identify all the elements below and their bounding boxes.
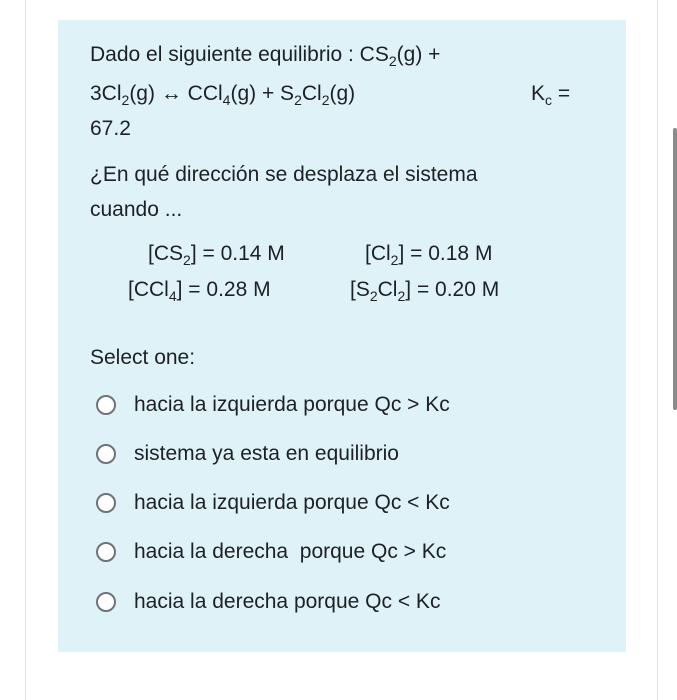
eq-text: (g) +: [396, 43, 441, 66]
kc-symbol: K: [531, 82, 546, 105]
eq-subscript: 2: [121, 92, 130, 108]
conc-s2cl2: [350, 278, 499, 304]
conc-subscript: 2: [397, 288, 406, 304]
radio-button[interactable]: [96, 395, 116, 415]
answer-option-5[interactable]: [96, 585, 440, 619]
kc-label: [531, 81, 570, 113]
answer-option-label: hacia la derecha porque Qc > Kc: [134, 540, 447, 563]
eq-text: 3Cl: [90, 82, 122, 105]
conc-text: ] = 0.20 M: [405, 278, 500, 301]
eq-text: Cl: [301, 82, 322, 105]
eq-subscript: 2: [294, 92, 302, 108]
kc-value: 67.2: [90, 117, 131, 140]
conc-cs2: [148, 242, 285, 268]
answer-option-label: hacia la izquierda porque Qc > Kc: [134, 393, 450, 416]
eq-subscript: 2: [321, 92, 330, 108]
radio-button[interactable]: [96, 542, 116, 562]
prompt-line-2: cuando ...: [90, 198, 183, 221]
answer-option-2[interactable]: [96, 437, 399, 471]
conc-text: [CS: [148, 242, 184, 265]
conc-text: ] = 0.28 M: [176, 278, 271, 301]
answer-option-label: hacia la derecha porque Qc < Kc: [134, 590, 441, 613]
eq-subscript: 4: [222, 92, 231, 108]
conc-subscript: 2: [369, 288, 378, 304]
answer-option-1[interactable]: [96, 388, 450, 422]
eq-subscript: 2: [388, 53, 397, 69]
conc-subscript: 2: [183, 252, 191, 268]
question-box: [58, 20, 626, 652]
equilibrium-line-1: [90, 42, 610, 74]
conc-text: [CCl: [128, 278, 169, 301]
scrollbar-thumb[interactable]: [673, 128, 677, 410]
kc-equals: =: [552, 82, 571, 105]
answer-option-3[interactable]: [96, 486, 450, 520]
radio-button[interactable]: [96, 444, 116, 464]
conc-text: [Cl: [365, 242, 391, 265]
eq-text: (g) ↔ CCl: [129, 82, 223, 105]
conc-text: ] = 0.18 M: [398, 242, 493, 265]
radio-button[interactable]: [96, 493, 116, 513]
eq-text: (g): [329, 82, 356, 105]
kc-subscript: c: [545, 92, 553, 108]
answer-option-label: hacia la izquierda porque Qc < Kc: [134, 491, 450, 514]
conc-subscript: 2: [390, 252, 399, 268]
conc-text: ] = 0.14 M: [190, 242, 285, 265]
conc-text: Cl: [377, 278, 398, 301]
conc-ccl4: [128, 278, 271, 304]
radio-button[interactable]: [96, 592, 116, 612]
answer-option-label: sistema ya esta en equilibrio: [134, 442, 399, 465]
conc-subscript: 4: [168, 288, 177, 304]
conc-text: [S: [350, 278, 370, 301]
select-one-label: Select one:: [90, 346, 196, 369]
prompt-line-1: ¿En qué dirección se desplaza el sistema: [90, 163, 478, 186]
eq-text: Dado el siguiente equilibrio : CS: [90, 43, 389, 66]
answer-option-4[interactable]: [96, 535, 446, 569]
conc-cl2: [365, 242, 492, 268]
eq-text: (g) + S: [230, 82, 295, 105]
equilibrium-line-2: [90, 81, 610, 113]
